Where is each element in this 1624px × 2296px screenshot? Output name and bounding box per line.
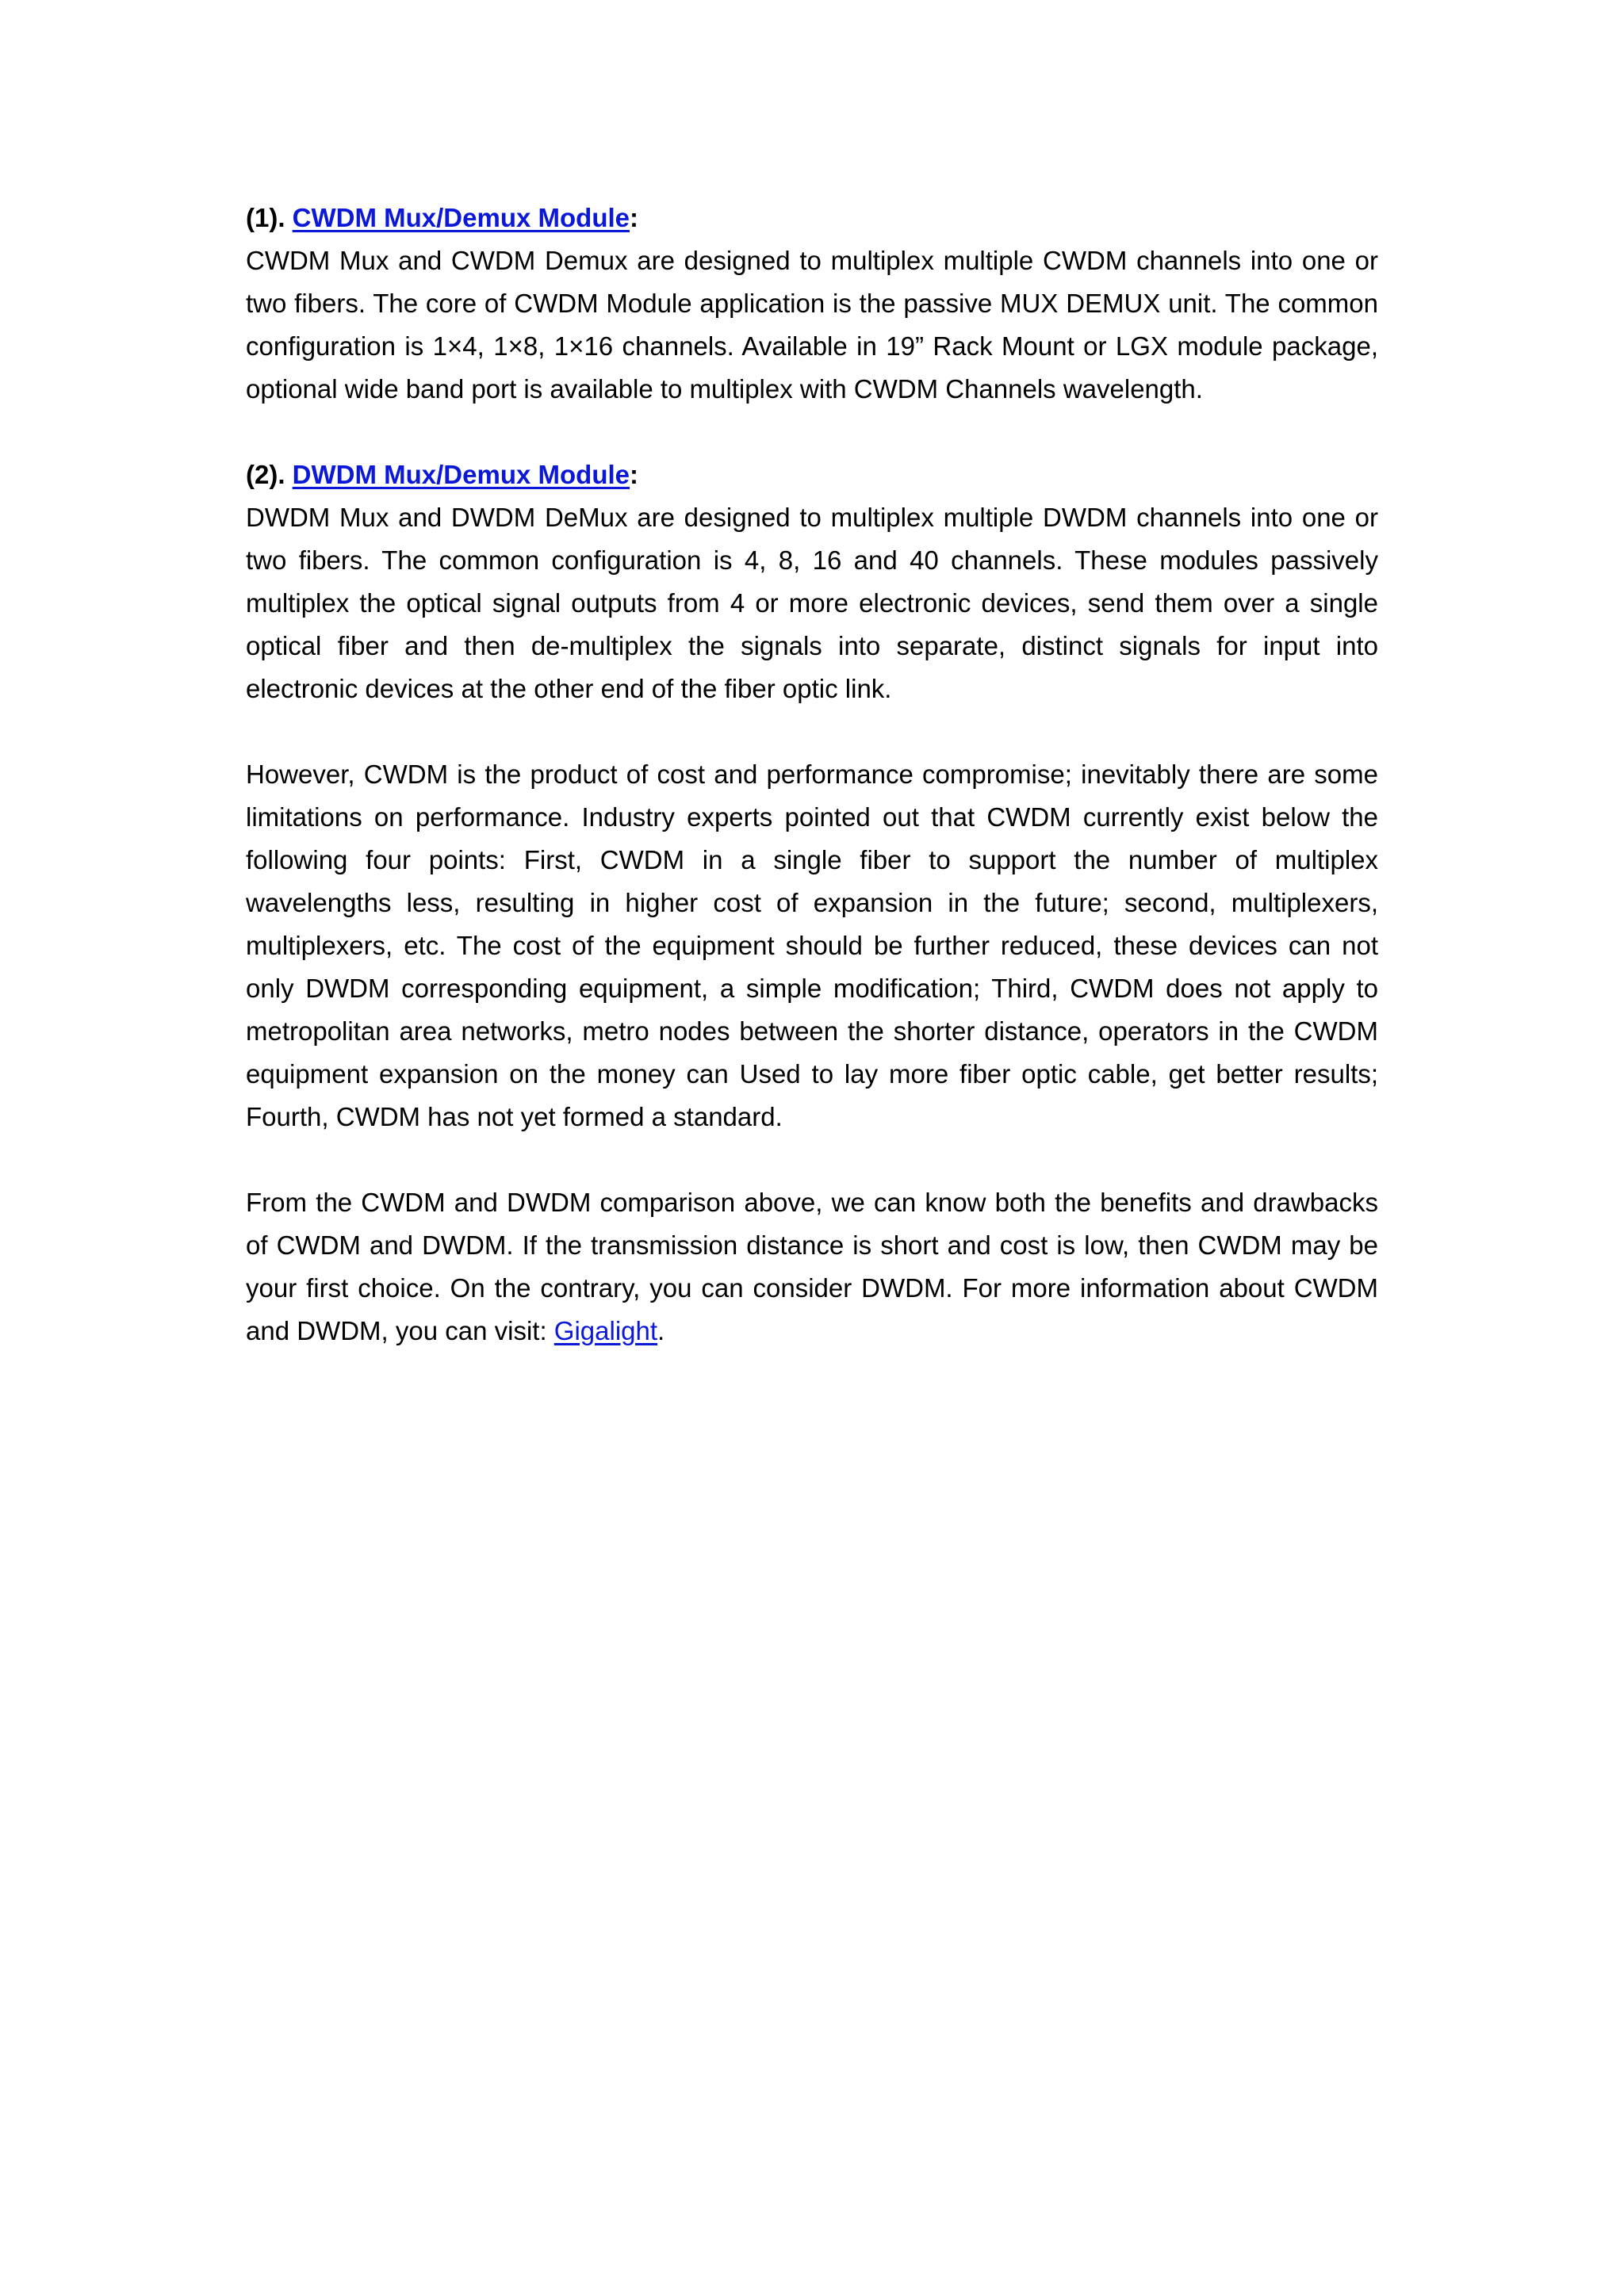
cwdm-module-link[interactable]: CWDM Mux/Demux Module <box>292 203 630 232</box>
conclusion-paragraph <box>246 1181 1378 1353</box>
heading-colon: : <box>630 460 638 489</box>
heading-colon: : <box>630 203 638 232</box>
cwdm-limitations-paragraph: However, CWDM is the product of cost and performance compromise; inevitably there are some limitations on performance. Industry experts pointed out that CWDM currently exist below the following four points: First, CWDM in a single fiber to support the number of multiplex wavelengths less, resulting in higher cost of expansion in the future; second, multiplexers, multiplexers, etc. The cost of the equipment should be further reduced, these devices can not only DWDM corresponding equipment, a simple modification; Third, CWDM does not apply to metropolitan area networks, metro nodes between the shorter distance, operators in the CWDM equipment expansion on the money can Used to lay more fiber optic cable, get better results; Fourth, CWDM has not yet formed a standard. <box>246 760 1378 1131</box>
gigalight-link[interactable]: Gigalight <box>553 1316 658 1345</box>
conclusion-text: From the CWDM and DWDM comparison above, we can know both the benefits and drawbacks of CWDM and DWDM. If the transmission distance is short and cost is low, then CWDM may be your first choice. On the contrary, you can consider DWDM. For more information about CWDM and DWDM, you can visit: <box>246 1188 1378 1345</box>
dwdm-module-link[interactable]: DWDM Mux/Demux Module <box>292 460 630 489</box>
document-body <box>246 197 1378 1395</box>
section-heading-dwdm <box>246 453 1378 496</box>
section-heading-cwdm <box>246 197 1378 239</box>
conclusion-period: . <box>657 1316 665 1345</box>
dwdm-description-paragraph: DWDM Mux and DWDM DeMux are designed to multiplex multiple DWDM channels into one or two fibers. The common configuration is 4, 8, 16 and 40 channels. These modules passively multiplex the optical signal outputs from 4 or more electronic devices, send them over a single optical fiber and then de-multiplex the signals into separate, distinct signals for input into electronic devices at the other end of the fiber optic link. <box>246 503 1378 703</box>
cwdm-description-paragraph: CWDM Mux and CWDM Demux are designed to multiplex multiple CWDM channels into one or two fibers. The core of CWDM Module application is the passive MUX DEMUX unit. The common configuration is 1×4, 1×8, 1×16 channels. Available in 19” Rack Mount or LGX module package, optional wide band port is available to multiplex with CWDM Channels wavelength. <box>246 246 1378 404</box>
section-number: (2). <box>246 460 285 489</box>
section-number: (1). <box>246 203 285 232</box>
